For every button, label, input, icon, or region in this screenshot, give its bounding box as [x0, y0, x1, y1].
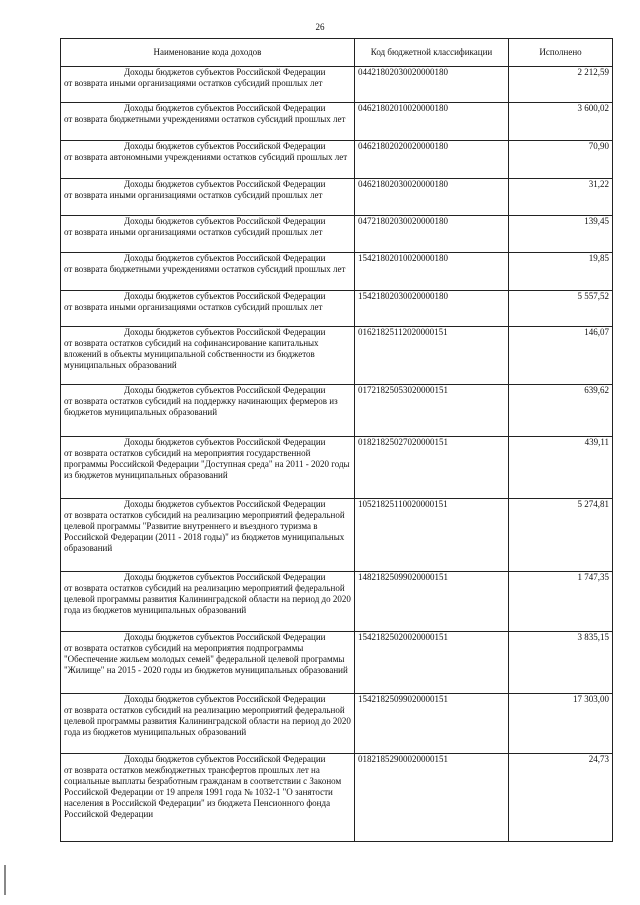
header-amount: Исполнено	[509, 39, 613, 67]
row-amount: 139,45	[509, 216, 613, 253]
row-description: от возврата иными организациями остатков субсидий прошлых лет	[64, 78, 323, 88]
row-name-cell	[61, 572, 355, 632]
page-number: 26	[315, 22, 325, 32]
row-name-cell	[61, 694, 355, 754]
row-title: Доходы бюджетов субъектов Российской Федерации	[124, 67, 326, 77]
row-name-cell	[61, 385, 355, 437]
row-code: 15421802010020000180	[355, 253, 509, 291]
row-amount: 5 274,81	[509, 499, 613, 572]
revenue-table	[60, 38, 613, 842]
row-code: 14821825099020000151	[355, 572, 509, 632]
row-description: от возврата иными организациями остатков субсидий прошлых лет	[64, 190, 323, 200]
row-title: Доходы бюджетов субъектов Российской Федерации	[124, 632, 326, 642]
row-amount: 3 600,02	[509, 103, 613, 141]
table-row	[61, 385, 613, 437]
row-description: от возврата остатков субсидий на поддержку начинающих фермеров из бюджетов муниципальных образований	[64, 396, 338, 417]
row-description: от возврата остатков субсидий на реализацию мероприятий федеральной целевой программы "Развитие внутреннего и въездного туризма в Российской Федерации (2011 - 2018 годы)" из бюджетов муниципальных образований	[64, 510, 345, 553]
row-name-cell	[61, 632, 355, 694]
row-description: от возврата бюджетными учреждениями остатков субсидий прошлых лет	[64, 114, 346, 124]
row-title: Доходы бюджетов субъектов Российской Федерации	[124, 499, 326, 509]
row-code: 01621825112020000151	[355, 327, 509, 385]
row-name-cell	[61, 437, 355, 499]
row-title: Доходы бюджетов субъектов Российской Федерации	[124, 141, 326, 151]
row-amount: 2 212,59	[509, 67, 613, 103]
row-amount: 17 303,00	[509, 694, 613, 754]
row-title: Доходы бюджетов субъектов Российской Федерации	[124, 253, 326, 263]
row-amount: 3 835,15	[509, 632, 613, 694]
row-description: от возврата остатков межбюджетных трансфертов прошлых лет на социальные выплаты безработным гражданам в соответствии с Законом Российской Федерации от 19 апреля 1991 года № 1032-1 "О занятости населения в Российской Федерации" из бюджета Пенсионного фонда Российской Федерации	[64, 765, 342, 819]
header-code: Код бюджетной классификации	[355, 39, 509, 67]
row-code: 15421802030020000180	[355, 291, 509, 327]
row-code: 04621802020020000180	[355, 141, 509, 179]
row-amount: 5 557,52	[509, 291, 613, 327]
table-row	[61, 632, 613, 694]
table-row	[61, 291, 613, 327]
row-title: Доходы бюджетов субъектов Российской Федерации	[124, 572, 326, 582]
row-description: от возврата иными организациями остатков субсидий прошлых лет	[64, 227, 323, 237]
row-code: 04621802030020000180	[355, 179, 509, 216]
row-description: от возврата остатков субсидий на мероприятия подпрограммы "Обеспечение жильем молодых семей" федеральной целевой программы "Жилище" на 2015 - 2020 годы из бюджетов муниципальных образований	[64, 643, 348, 675]
row-description: от возврата иными организациями остатков субсидий прошлых лет	[64, 302, 323, 312]
header-name: Наименование кода доходов	[61, 39, 355, 67]
row-title: Доходы бюджетов субъектов Российской Федерации	[124, 437, 326, 447]
row-title: Доходы бюджетов субъектов Российской Федерации	[124, 103, 326, 113]
row-amount: 1 747,35	[509, 572, 613, 632]
row-amount: 19,85	[509, 253, 613, 291]
table-row	[61, 67, 613, 103]
row-description: от возврата остатков субсидий на мероприятия государственной программы Российской Федерации "Доступная среда" на 2011 - 2020 годы из бюджетов муниципальных образований	[64, 448, 350, 480]
table-row	[61, 572, 613, 632]
row-code: 04721802030020000180	[355, 216, 509, 253]
row-name-cell	[61, 141, 355, 179]
row-code: 04421802030020000180	[355, 67, 509, 103]
row-name-cell	[61, 291, 355, 327]
row-description: от возврата остатков субсидий на софинансирование капитальных вложений в объекты муниципальной собственности из бюджетов муниципальных образований	[64, 338, 319, 370]
table-row	[61, 179, 613, 216]
row-code: 01821852900020000151	[355, 754, 509, 842]
table-row	[61, 437, 613, 499]
row-title: Доходы бюджетов субъектов Российской Федерации	[124, 385, 326, 395]
row-title: Доходы бюджетов субъектов Российской Федерации	[124, 291, 326, 301]
row-amount: 146,07	[509, 327, 613, 385]
row-name-cell	[61, 103, 355, 141]
row-amount: 439,11	[509, 437, 613, 499]
table-row	[61, 499, 613, 572]
row-description: от возврата остатков субсидий на реализацию мероприятий федеральной целевой программы развития Калининградской области на период до 2020 года из бюджетов муниципальных образований	[64, 583, 351, 615]
row-code: 15421825099020000151	[355, 694, 509, 754]
row-title: Доходы бюджетов субъектов Российской Федерации	[124, 754, 326, 764]
row-code: 01821825027020000151	[355, 437, 509, 499]
row-name-cell	[61, 499, 355, 572]
table-row	[61, 141, 613, 179]
table-row	[61, 694, 613, 754]
row-name-cell	[61, 327, 355, 385]
table-row	[61, 754, 613, 842]
scan-edge-mark	[4, 865, 6, 895]
table-header-row	[61, 39, 613, 67]
row-name-cell	[61, 216, 355, 253]
row-title: Доходы бюджетов субъектов Российской Федерации	[124, 327, 326, 337]
table-row	[61, 216, 613, 253]
row-title: Доходы бюджетов субъектов Российской Федерации	[124, 179, 326, 189]
row-amount: 639,62	[509, 385, 613, 437]
row-description: от возврата остатков субсидий на реализацию мероприятий федеральной целевой программы развития Калининградской области на период до 2020 года из бюджетов муниципальных образований	[64, 705, 351, 737]
row-name-cell	[61, 253, 355, 291]
row-title: Доходы бюджетов субъектов Российской Федерации	[124, 694, 326, 704]
row-name-cell	[61, 179, 355, 216]
row-amount: 24,73	[509, 754, 613, 842]
row-code: 04621802010020000180	[355, 103, 509, 141]
row-title: Доходы бюджетов субъектов Российской Федерации	[124, 216, 326, 226]
row-code: 10521825110020000151	[355, 499, 509, 572]
row-name-cell	[61, 67, 355, 103]
row-code: 01721825053020000151	[355, 385, 509, 437]
row-description: от возврата бюджетными учреждениями остатков субсидий прошлых лет	[64, 264, 346, 274]
table-row	[61, 103, 613, 141]
row-amount: 70,90	[509, 141, 613, 179]
table-row	[61, 327, 613, 385]
row-description: от возврата автономными учреждениями остатков субсидий прошлых лет	[64, 152, 348, 162]
row-code: 15421825020020000151	[355, 632, 509, 694]
row-name-cell	[61, 754, 355, 842]
table-row	[61, 253, 613, 291]
row-amount: 31,22	[509, 179, 613, 216]
